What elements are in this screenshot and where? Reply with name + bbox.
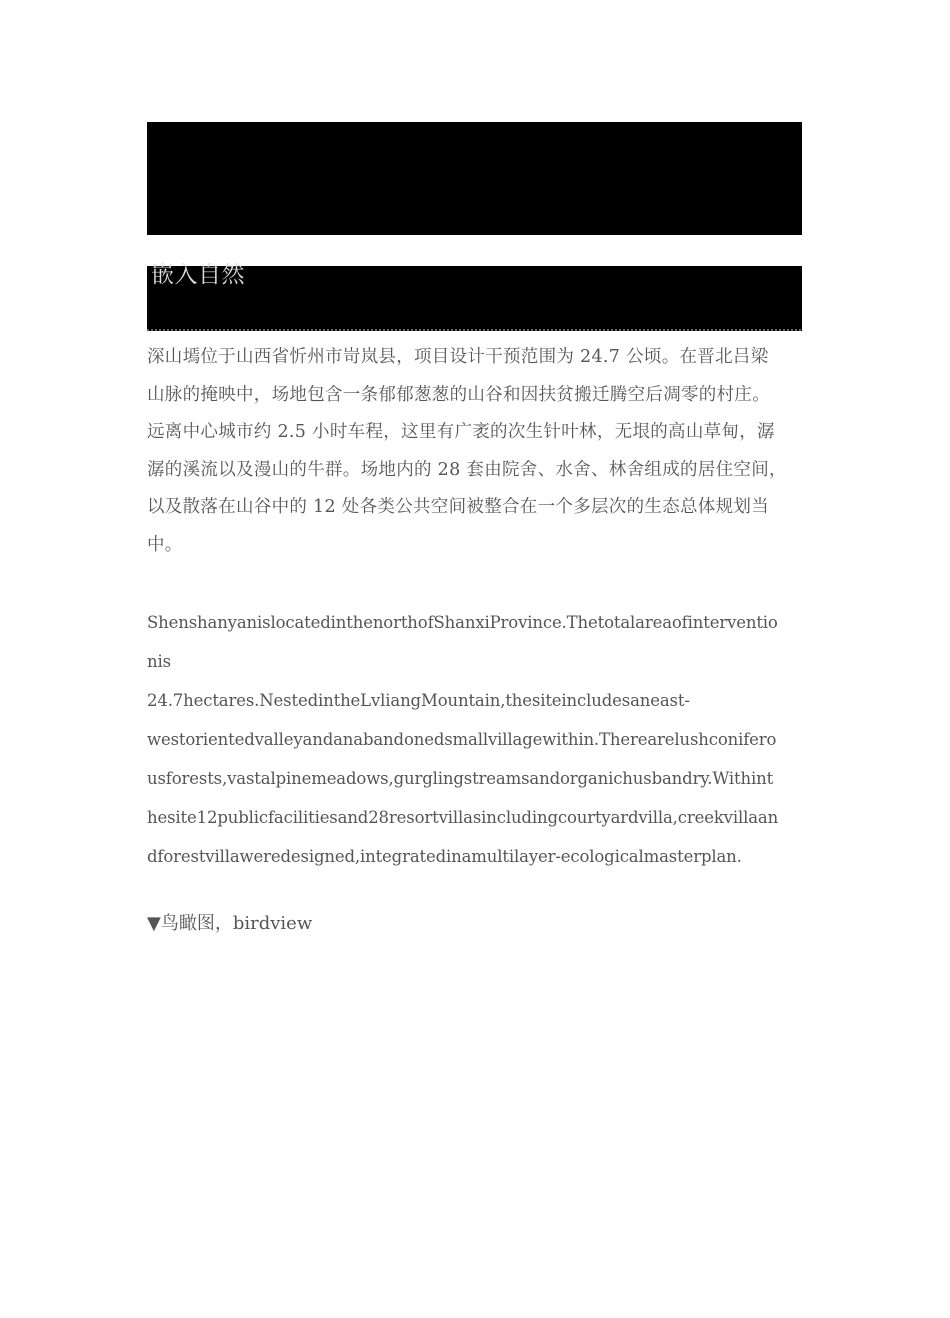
paragraph-line: 远离中心城市约 2.5 小时车程，这里有广袤的次生针叶林，无垠的高山草甸，潺 bbox=[147, 422, 775, 443]
paragraph-line: 中。 bbox=[147, 534, 183, 555]
paragraph-line: dforestvillaweredesigned,integratedinamultilayer-ecologicalmasterplan. bbox=[147, 847, 742, 866]
image-caption: ▼鸟瞰图，birdview bbox=[147, 913, 313, 934]
heading-underline bbox=[147, 329, 802, 331]
paragraph-line: westorientedvalleyandanabandonedsmallvillagewithin.Therearelushconifero bbox=[147, 730, 777, 749]
paragraph-line: nis bbox=[147, 652, 171, 671]
paragraph-line: 以及散落在山谷中的 12 处各类公共空间被整合在一个多层次的生态总体规划当 bbox=[147, 497, 769, 518]
paragraph-line: ShenshanyanislocatedinthenorthofShanxiProvince.Thetotalareaofinterventio bbox=[147, 613, 778, 632]
paragraph-line: 深山墕位于山西省忻州市岢岚县，项目设计干预范围为 24.7 公顷。在晋北吕梁 bbox=[147, 347, 769, 367]
paragraph-line: 山脉的掩映中，场地包含一条郁郁葱葱的山谷和因扶贫搬迁腾空后凋零的村庄。 bbox=[147, 384, 770, 405]
paragraph-line: 24.7hectares.NestedintheLvliangMountain,thesiteincludesaneast- bbox=[147, 691, 690, 710]
heading-bar bbox=[147, 266, 802, 330]
paragraph-line: usforests,vastalpinemeadows,gurglingstreamsandorganichusbandry.Withint bbox=[147, 769, 774, 788]
redacted-image-block bbox=[147, 122, 802, 235]
paragraph-line: 潺的溪流以及漫山的牛群。场地内的 28 套由院舍、水舍、林舍组成的居住空间， bbox=[147, 459, 787, 480]
english-paragraph bbox=[147, 603, 807, 876]
section-heading: 嵌入自然 bbox=[151, 262, 245, 288]
chinese-paragraph bbox=[147, 339, 807, 565]
paragraph-line: hesite12publicfacilitiesand28resortvillasincludingcourtyardvilla,creekvillaan bbox=[147, 808, 779, 827]
